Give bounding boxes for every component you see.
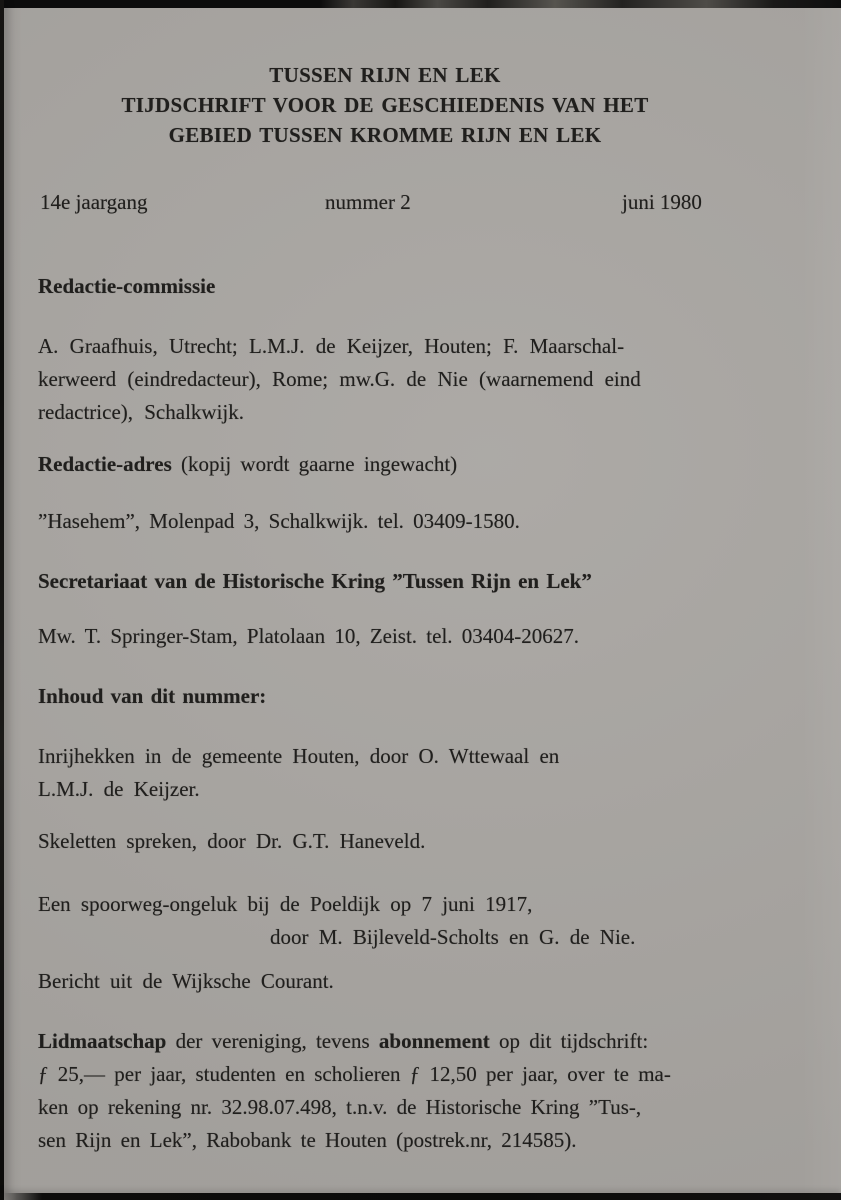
membership-bold-abonnement: abonnement: [378, 1029, 490, 1053]
journal-masthead: [38, 60, 732, 150]
editorial-members-line-2: kerweerd (eindredacteur), Rome; mw.G. de Nie (waarnemend eind: [38, 367, 641, 391]
membership-text-end: op dit tijdschrift:: [489, 1029, 649, 1053]
editorial-address-value: ”Hasehem”, Molenpad 3, Schalkwijk. tel. 03409-1580.: [38, 509, 520, 533]
contents-heading: Inhoud van dit nummer:: [38, 684, 267, 708]
toc-item-line: Inrijhekken in de gemeente Houten, door O. Wttewaal en: [38, 744, 560, 768]
toc-item-line: L.M.J. de Keijzer.: [38, 777, 200, 801]
toc-item-author-line: door M. Bijleveld-Scholts en G. de Nie.: [270, 925, 636, 949]
toc-item-bericht: [38, 965, 732, 998]
editorial-committee-heading: Redactie-commissie: [38, 274, 216, 298]
toc-item-line: Een spoorweg-ongeluk bij de Poeldijk op 7 juni 1917,: [38, 892, 533, 916]
editorial-members-line-3: redactrice), Schalkwijk.: [38, 400, 244, 424]
address-heading-bold: Redactie-adres: [38, 452, 172, 476]
issue-info-row: [38, 186, 732, 219]
membership-bold-lidmaatschap: Lidmaatschap: [38, 1029, 167, 1053]
secretariat-value: Mw. T. Springer-Stam, Platolaan 10, Zeist. tel. 03404-20627.: [38, 624, 580, 648]
volume-label: 14e jaargang: [40, 190, 148, 214]
page-content: [38, 0, 732, 1157]
issue-number-label: nummer 2: [325, 190, 411, 214]
secretariat-heading: Secretariaat van de Historische Kring ”Tussen Rijn en Lek”: [38, 569, 592, 593]
editorial-members-line-1: A. Graafhuis, Utrecht; L.M.J. de Keijzer, Houten; F. Maarschal-: [38, 334, 625, 358]
membership-line-2: ƒ 25,— per jaar, studenten en scholieren ƒ 12,50 per jaar, over te ma-: [38, 1062, 671, 1086]
journal-title-line-2: TIJDSCHRIFT VOOR DE GESCHIEDENIS VAN HET: [121, 93, 649, 117]
membership-line-4: sen Rijn en Lek”, Rabobank te Houten (postrek.nr, 214585).: [38, 1128, 577, 1152]
toc-item-line: Skeletten spreken, door Dr. G.T. Haneveld.: [38, 829, 426, 853]
journal-title-line-1: TUSSEN RIJN EN LEK: [269, 63, 501, 87]
toc-item-line: Bericht uit de Wijksche Courant.: [38, 969, 334, 993]
toc-item-skeletten: [38, 825, 732, 858]
toc-item-spoorweg-ongeluk: [38, 888, 732, 954]
membership-line-3: ken op rekening nr. 32.98.07.498, t.n.v. de Historische Kring ”Tus-,: [38, 1095, 642, 1119]
membership-text-mid: der vereniging, tevens: [166, 1029, 379, 1053]
membership-paragraph: [38, 1025, 732, 1157]
issue-date-label: juni 1980: [622, 190, 702, 214]
scan-edge-bottom: [0, 1193, 841, 1200]
editorial-members-paragraph: [38, 330, 732, 429]
address-heading-note: (kopij wordt gaarne ingewacht): [171, 452, 458, 476]
toc-item-inrijhekken: [38, 740, 732, 806]
membership-line-1: [38, 1025, 732, 1058]
editorial-address-heading: [38, 448, 732, 481]
journal-title-line-3: GEBIED TUSSEN KROMME RIJN EN LEK: [168, 123, 602, 147]
scan-edge-left: [0, 0, 4, 1200]
